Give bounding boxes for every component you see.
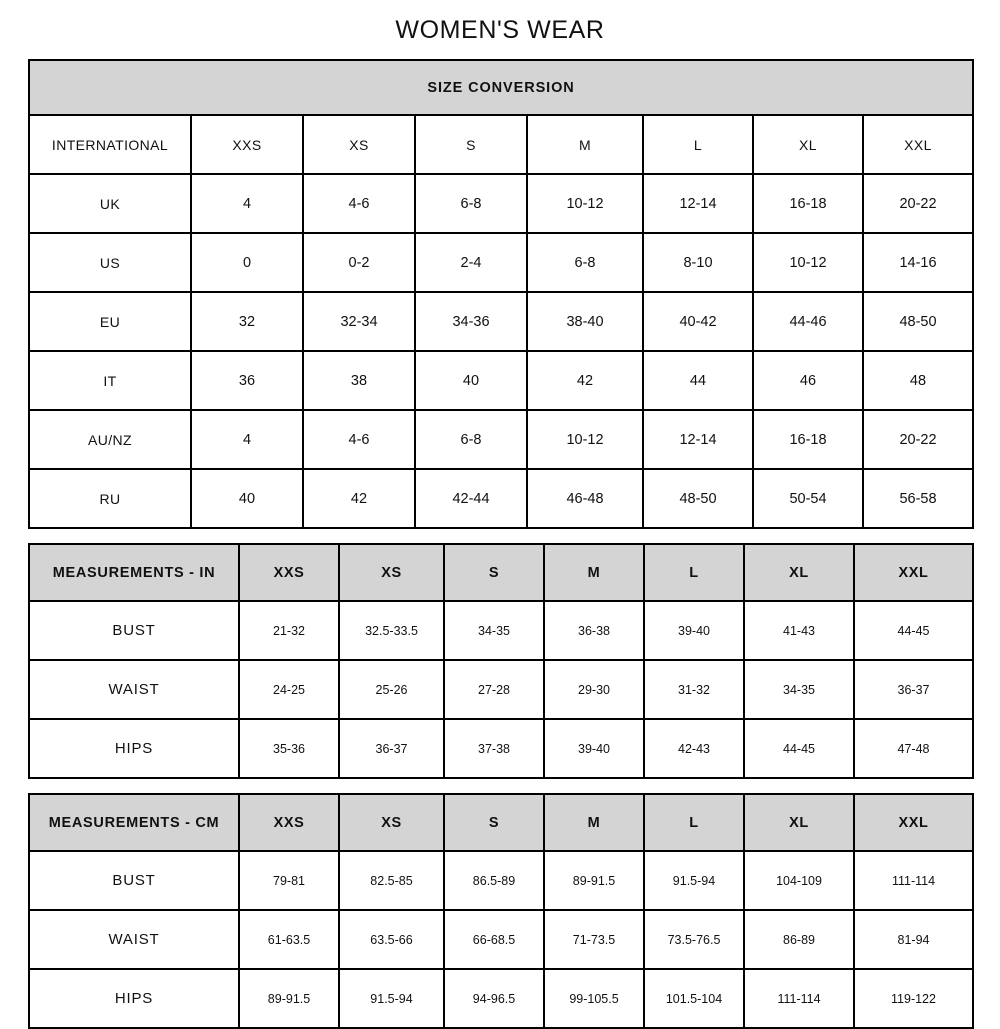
cell-waist-in-s: 27-28 [444,660,544,719]
row-label-it: IT [29,351,191,410]
cell-eu-xl: 44-46 [753,292,863,351]
row-label-us: US [29,233,191,292]
conversion-header-m: M [527,115,643,174]
cell-ru-xl: 50-54 [753,469,863,528]
cell-waist-cm-xl: 86-89 [744,910,854,969]
table-row [29,351,973,410]
cell-waist-cm-l: 73.5-76.5 [644,910,744,969]
cell-bust-cm-xs: 82.5-85 [339,851,444,910]
cell-bust-in-xs: 32.5-33.5 [339,601,444,660]
row-label-waist-in: WAIST [29,660,239,719]
cell-uk-xxs: 4 [191,174,303,233]
cell-it-m: 42 [527,351,643,410]
cell-bust-in-xxs: 21-32 [239,601,339,660]
cell-waist-in-xxs: 24-25 [239,660,339,719]
conversion-header-l: L [643,115,753,174]
cell-hips-cm-m: 99-105.5 [544,969,644,1028]
measurements-inches-header-s: S [444,544,544,601]
cell-waist-in-xl: 34-35 [744,660,854,719]
measurements-cm-title: MEASUREMENTS - CM [29,794,239,851]
cell-us-xs: 0-2 [303,233,415,292]
cell-us-m: 6-8 [527,233,643,292]
cell-it-xxs: 36 [191,351,303,410]
table-row [29,410,973,469]
measurements-cm-header-xl: XL [744,794,854,851]
cell-waist-in-xxl: 36-37 [854,660,973,719]
cell-hips-in-xxs: 35-36 [239,719,339,778]
table-row [29,174,973,233]
conversion-header-xl: XL [753,115,863,174]
measurements-inches-header-xxs: XXS [239,544,339,601]
cell-bust-cm-s: 86.5-89 [444,851,544,910]
conversion-header-row [29,115,973,174]
measurements-inches-table [28,543,974,779]
table-row [29,969,973,1028]
cell-bust-cm-l: 91.5-94 [644,851,744,910]
table-row [29,233,973,292]
table-row [29,469,973,528]
cell-ru-xxl: 56-58 [863,469,973,528]
cell-bust-in-xl: 41-43 [744,601,854,660]
cell-ru-s: 42-44 [415,469,527,528]
cell-bust-in-l: 39-40 [644,601,744,660]
cell-bust-cm-xxs: 79-81 [239,851,339,910]
cell-hips-in-xxl: 47-48 [854,719,973,778]
size-conversion-table [28,59,974,529]
cell-us-xl: 10-12 [753,233,863,292]
cell-hips-cm-s: 94-96.5 [444,969,544,1028]
cell-us-xxs: 0 [191,233,303,292]
cell-bust-cm-xl: 104-109 [744,851,854,910]
row-label-hips-cm: HIPS [29,969,239,1028]
row-label-bust-in: BUST [29,601,239,660]
cell-it-xs: 38 [303,351,415,410]
cell-eu-m: 38-40 [527,292,643,351]
cell-it-xl: 46 [753,351,863,410]
cell-waist-cm-s: 66-68.5 [444,910,544,969]
cell-hips-in-xs: 36-37 [339,719,444,778]
cell-hips-in-s: 37-38 [444,719,544,778]
row-label-aunz: AU/NZ [29,410,191,469]
table-row [29,292,973,351]
cell-bust-cm-m: 89-91.5 [544,851,644,910]
cell-eu-xs: 32-34 [303,292,415,351]
measurements-cm-header-m: M [544,794,644,851]
cell-aunz-m: 10-12 [527,410,643,469]
measurements-inches-header-xl: XL [744,544,854,601]
cell-bust-in-m: 36-38 [544,601,644,660]
cell-hips-cm-xxl: 119-122 [854,969,973,1028]
cell-eu-xxl: 48-50 [863,292,973,351]
row-label-hips-in: HIPS [29,719,239,778]
cell-waist-in-l: 31-32 [644,660,744,719]
cell-it-xxl: 48 [863,351,973,410]
size-conversion-banner: SIZE CONVERSION [29,60,973,115]
cell-uk-xl: 16-18 [753,174,863,233]
measurements-cm-header-row [29,794,973,851]
measurements-cm-header-xs: XS [339,794,444,851]
page-title: WOMEN'S WEAR [395,16,605,44]
cell-hips-cm-xs: 91.5-94 [339,969,444,1028]
cell-uk-xs: 4-6 [303,174,415,233]
cell-eu-xxs: 32 [191,292,303,351]
cell-it-s: 40 [415,351,527,410]
measurements-inches-title: MEASUREMENTS - IN [29,544,239,601]
cell-ru-xs: 42 [303,469,415,528]
measurements-inches-header-l: L [644,544,744,601]
cell-waist-cm-m: 71-73.5 [544,910,644,969]
row-label-uk: UK [29,174,191,233]
cell-eu-s: 34-36 [415,292,527,351]
table-row [29,851,973,910]
cell-uk-xxl: 20-22 [863,174,973,233]
cell-ru-l: 48-50 [643,469,753,528]
measurements-cm-header-xxs: XXS [239,794,339,851]
cell-uk-l: 12-14 [643,174,753,233]
cell-us-l: 8-10 [643,233,753,292]
row-label-ru: RU [29,469,191,528]
cell-waist-in-xs: 25-26 [339,660,444,719]
conversion-header-xs: XS [303,115,415,174]
conversion-header-xxl: XXL [863,115,973,174]
cell-hips-in-l: 42-43 [644,719,744,778]
cell-uk-m: 10-12 [527,174,643,233]
cell-bust-in-s: 34-35 [444,601,544,660]
cell-it-l: 44 [643,351,753,410]
cell-aunz-s: 6-8 [415,410,527,469]
conversion-header-s: S [415,115,527,174]
cell-hips-cm-xxs: 89-91.5 [239,969,339,1028]
conversion-header-international: INTERNATIONAL [29,115,191,174]
measurements-cm-header-s: S [444,794,544,851]
cell-hips-in-xl: 44-45 [744,719,854,778]
row-label-eu: EU [29,292,191,351]
cell-hips-cm-xl: 111-114 [744,969,854,1028]
cell-aunz-xxl: 20-22 [863,410,973,469]
cell-bust-in-xxl: 44-45 [854,601,973,660]
measurements-cm-table [28,793,974,1029]
measurements-cm-header-l: L [644,794,744,851]
cell-bust-cm-xxl: 111-114 [854,851,973,910]
table-row [29,660,973,719]
cell-uk-s: 6-8 [415,174,527,233]
conversion-header-xxs: XXS [191,115,303,174]
cell-aunz-xs: 4-6 [303,410,415,469]
cell-hips-in-m: 39-40 [544,719,644,778]
measurements-cm-header-xxl: XXL [854,794,973,851]
table-row [29,719,973,778]
cell-us-xxl: 14-16 [863,233,973,292]
table-row [29,910,973,969]
cell-us-s: 2-4 [415,233,527,292]
cell-ru-m: 46-48 [527,469,643,528]
measurements-inches-header-row [29,544,973,601]
cell-aunz-xl: 16-18 [753,410,863,469]
cell-aunz-l: 12-14 [643,410,753,469]
cell-aunz-xxs: 4 [191,410,303,469]
conversion-banner-row [29,60,973,115]
cell-waist-in-m: 29-30 [544,660,644,719]
cell-ru-xxs: 40 [191,469,303,528]
measurements-inches-header-xs: XS [339,544,444,601]
row-label-bust-cm: BUST [29,851,239,910]
cell-waist-cm-xs: 63.5-66 [339,910,444,969]
measurements-inches-header-xxl: XXL [854,544,973,601]
cell-waist-cm-xxs: 61-63.5 [239,910,339,969]
cell-eu-l: 40-42 [643,292,753,351]
table-row [29,601,973,660]
cell-waist-cm-xxl: 81-94 [854,910,973,969]
row-label-waist-cm: WAIST [29,910,239,969]
measurements-inches-header-m: M [544,544,644,601]
cell-hips-cm-l: 101.5-104 [644,969,744,1028]
